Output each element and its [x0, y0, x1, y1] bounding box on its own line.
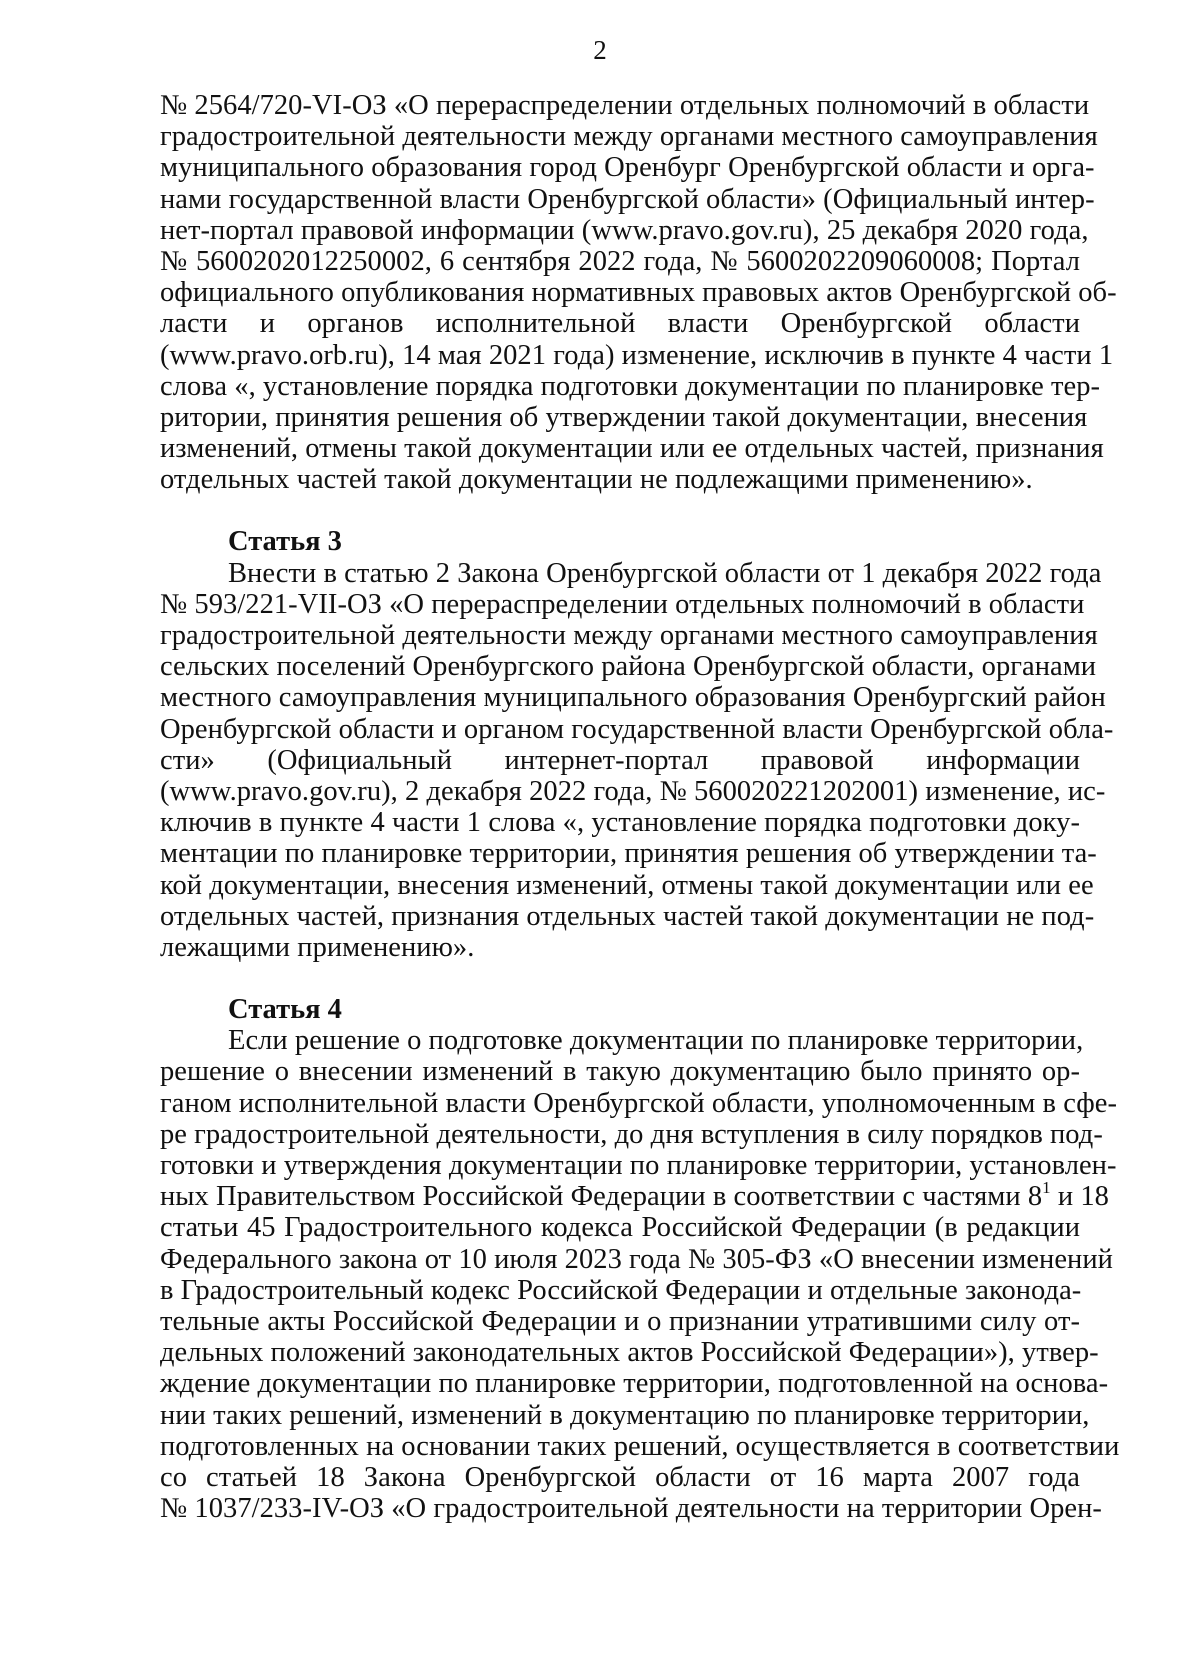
text-line: муниципального образования город Оренбург Оренбургской области и орга- [160, 152, 1095, 184]
text-line: ждение документации по планировке территории, подготовленной на основа- [160, 1368, 1109, 1400]
text-line: местного самоуправления муниципального образования Оренбургский район [160, 682, 1106, 714]
text-line: подготовленных на основании таких решений, осуществляется в соответствии [160, 1430, 1120, 1462]
text-line: готовки и утверждения документации по планировке территории, установлен- [160, 1150, 1117, 1181]
text-line: лежащими применению». [160, 931, 475, 963]
text-line: кой документации, внесения изменений, отмены такой документации или ее [160, 869, 1094, 901]
text-line: статьи 45 Градостроительного кодекса Российской Федерации (в редакции [160, 1212, 1080, 1244]
text-line: ганом исполнительной власти Оренбургской области, уполномоченным в сфе- [160, 1087, 1118, 1119]
text-line: (www.pravo.orb.ru), 14 мая 2021 года) изменение, исключив в пункте 4 части 1 [160, 339, 1114, 371]
text-line: Внести в статью 2 Закона Оренбургской области от 1 декабря 2022 года [228, 557, 1102, 589]
text-line: № 2564/720-VI-ОЗ «О перераспределении отдельных полномочий в области [160, 90, 1090, 121]
text-line: нет-портал правовой информации (www.pravo.gov.ru), 25 декабря 2020 года, [160, 214, 1089, 246]
text-line: в Градостроительный кодекс Российской Федерации и отдельные законода- [160, 1274, 1082, 1306]
text-line: тельные акты Российской Федерации и о признании утратившими силу от- [160, 1305, 1080, 1337]
text-line-with-superscript [160, 1178, 1109, 1213]
text-line: нии таких решений, изменений в документацию по планировке территории, [160, 1399, 1090, 1431]
article-3-heading: Статья 3 [228, 526, 342, 558]
document-body [160, 90, 1120, 1525]
text-line: градостроительной деятельности между органами местного самоуправления [160, 620, 1098, 651]
superscript: 1 [1042, 1178, 1051, 1198]
text-line: (www.pravo.gov.ru), 2 декабря 2022 года, № 560020221202001) изменение, ис- [160, 775, 1106, 807]
intro-paragraph [160, 90, 1117, 496]
text-line: нами государственной власти Оренбургской области» (Официальный интер- [160, 183, 1095, 215]
page-number: 2 [593, 35, 607, 65]
text-line: изменений, отмены такой документации или ее отдельных частей, признания [160, 433, 1104, 465]
text-line: ласти и органов исполнительной власти Оренбургской области [160, 308, 1080, 340]
text-line: Федерального закона от 10 июля 2023 года № 305-ФЗ «О внесении изменений [160, 1243, 1113, 1275]
text-line: сельских поселений Оренбургского района Оренбургской области, органами [160, 651, 1097, 683]
text-fragment: ных Правительством Российской Федерации в соответствии с частями 8 [160, 1181, 1043, 1213]
text-line: № 5600202012250002, 6 сентября 2022 года, № 5600202209060008; Портал [160, 245, 1080, 277]
text-line: № 593/221-VII-ОЗ «О перераспределении отдельных полномочий в области [160, 588, 1085, 620]
text-line: градостроительной деятельности между органами местного самоуправления [160, 121, 1098, 153]
paragraph-gap [160, 495, 1080, 526]
text-line: со статьей 18 Закона Оренбургской области от 16 марта 2007 года [160, 1461, 1080, 1493]
article-4 [160, 994, 1120, 1525]
text-line: дельных положений законодательных актов Российской Федерации»), утвер- [160, 1337, 1099, 1369]
text-line: сти» (Официальный интернет-портал правовой информации [160, 744, 1080, 776]
article-3 [160, 526, 1114, 963]
text-line: слова «, установление порядка подготовки документации по планировке тер- [160, 370, 1101, 402]
paragraph-gap [160, 963, 1080, 994]
text-line: отдельных частей такой документации не подлежащими применению». [160, 464, 1033, 496]
text-line: официального опубликования нормативных правовых актов Оренбургской об- [160, 277, 1117, 309]
text-line: ре градостроительной деятельности, до дня вступления в силу порядков под- [160, 1118, 1103, 1150]
text-line: отдельных частей, признания отдельных частей такой документации не под- [160, 900, 1095, 932]
text-line: Оренбургской области и органом государственной власти Оренбургской обла- [160, 713, 1114, 745]
text-line: решение о внесении изменений в такую документацию было принято ор- [160, 1056, 1080, 1088]
article-4-heading: Статья 4 [228, 994, 342, 1026]
text-line: ритории, принятия решения об утверждении такой документации, внесения [160, 401, 1088, 433]
text-line: ключив в пункте 4 части 1 слова «, установление порядка подготовки доку- [160, 807, 1080, 839]
text-fragment: и 18 [1050, 1181, 1109, 1213]
text-line: Если решение о подготовке документации по планировке территории, [228, 1025, 1084, 1057]
text-line: ментации по планировке территории, принятия решения об утверждении та- [160, 838, 1097, 870]
text-line: № 1037/233-IV-ОЗ «О градостроительной деятельности на территории Орен- [160, 1493, 1102, 1525]
